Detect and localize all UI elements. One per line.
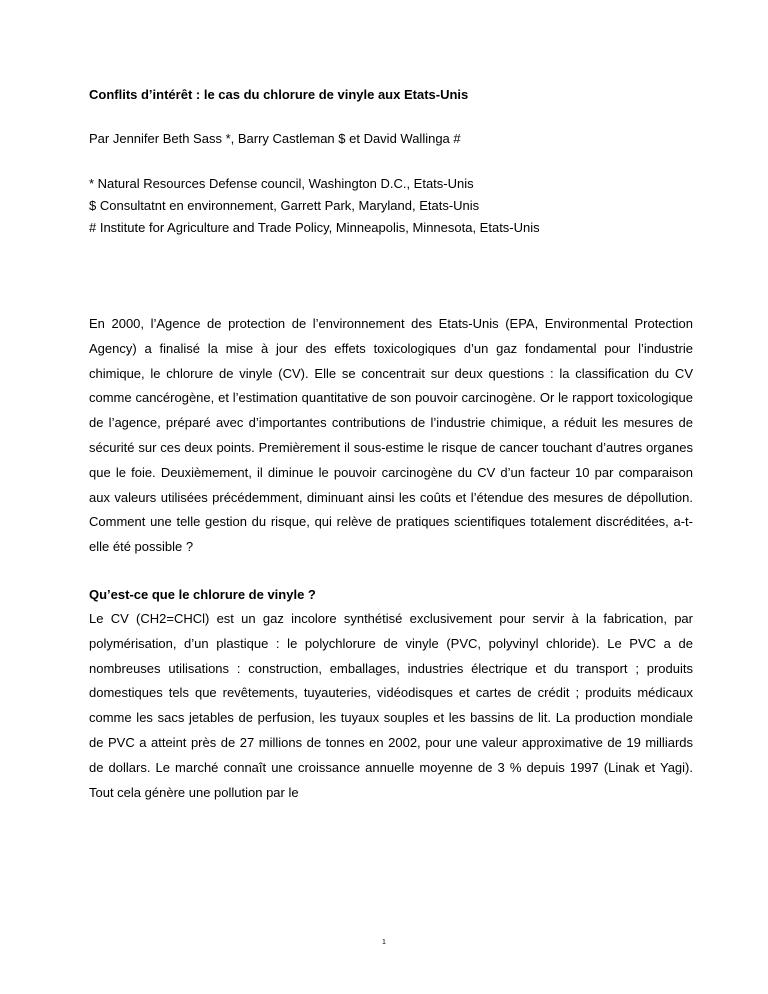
document-title: Conflits d’intérêt : le cas du chlorure de vinyle aux Etats-Unis bbox=[89, 87, 469, 102]
section-heading: Qu’est-ce que le chlorure de vinyle ? bbox=[89, 587, 316, 602]
affiliation-item: $ Consultatnt en environnement, Garrett Park, Maryland, Etats-Unis bbox=[89, 198, 480, 213]
affiliation-item: * Natural Resources Defense council, Washington D.C., Etats-Unis bbox=[89, 176, 474, 191]
section-paragraph: Le CV (CH2=CHCl) est un gaz incolore synthétisé exclusivement pour servir à la fabrication, par polymérisation, d’un plastique : le polychlorure de vinyle (PVC, polyvinyl chloride). Le PVC a de nombreuses utilisations : construction, emballages, industries électrique et du transport ; produits domestiques tels que revêtements, tuyauteries, vidéodisques et cartes de crédit ; produits médicaux comme les sacs jetables de perfusion, les tuyaux souples et les bassins de lit. La production mondiale de PVC a atteint près de 27 millions de tonnes en 2002, pour une valeur approximative de 19 milliards de dollars. Le marché connaît une croissance annuelle moyenne de 3 % depuis 1997 (Linak et Yagi). Tout cela génère une pollution par le bbox=[89, 611, 693, 800]
affiliations-list bbox=[89, 173, 693, 239]
affiliation-item: # Institute for Agriculture and Trade Policy, Minneapolis, Minnesota, Etats-Unis bbox=[89, 220, 540, 235]
page-number: 1 bbox=[382, 939, 386, 946]
intro-paragraph: En 2000, l’Agence de protection de l’environnement des Etats-Unis (EPA, Environmental Protection Agency) a finalisé la mise à jour des effets toxicologiques d’un gaz fondamental pour l’industrie chimique, le chlorure de vinyle (CV). Elle se concentrait sur deux questions : la classification du CV comme cancérogène, et l’estimation quantitative de son pouvoir carcinogène. Or le rapport toxicologique de l’agence, préparé avec d’importantes contributions de l’industrie chimique, a réduit les mesures de sécurité sur ces deux points. Premièrement il sous-estime le risque de cancer touchant d’autres organes que le foie. Deuxièmement, il diminue le pouvoir carcinogène du CV d’un facteur 10 par comparaison aux valeurs utilisées précédemment, diminuant ainsi les coûts et l’étendue des mesures de dépollution. Comment une telle gestion du risque, qui relève de pratiques scientifiques totalement discréditées, a-t-elle été possible ? bbox=[89, 316, 693, 555]
authors-line: Par Jennifer Beth Sass *, Barry Castleman $ et David Wallinga # bbox=[89, 131, 461, 146]
